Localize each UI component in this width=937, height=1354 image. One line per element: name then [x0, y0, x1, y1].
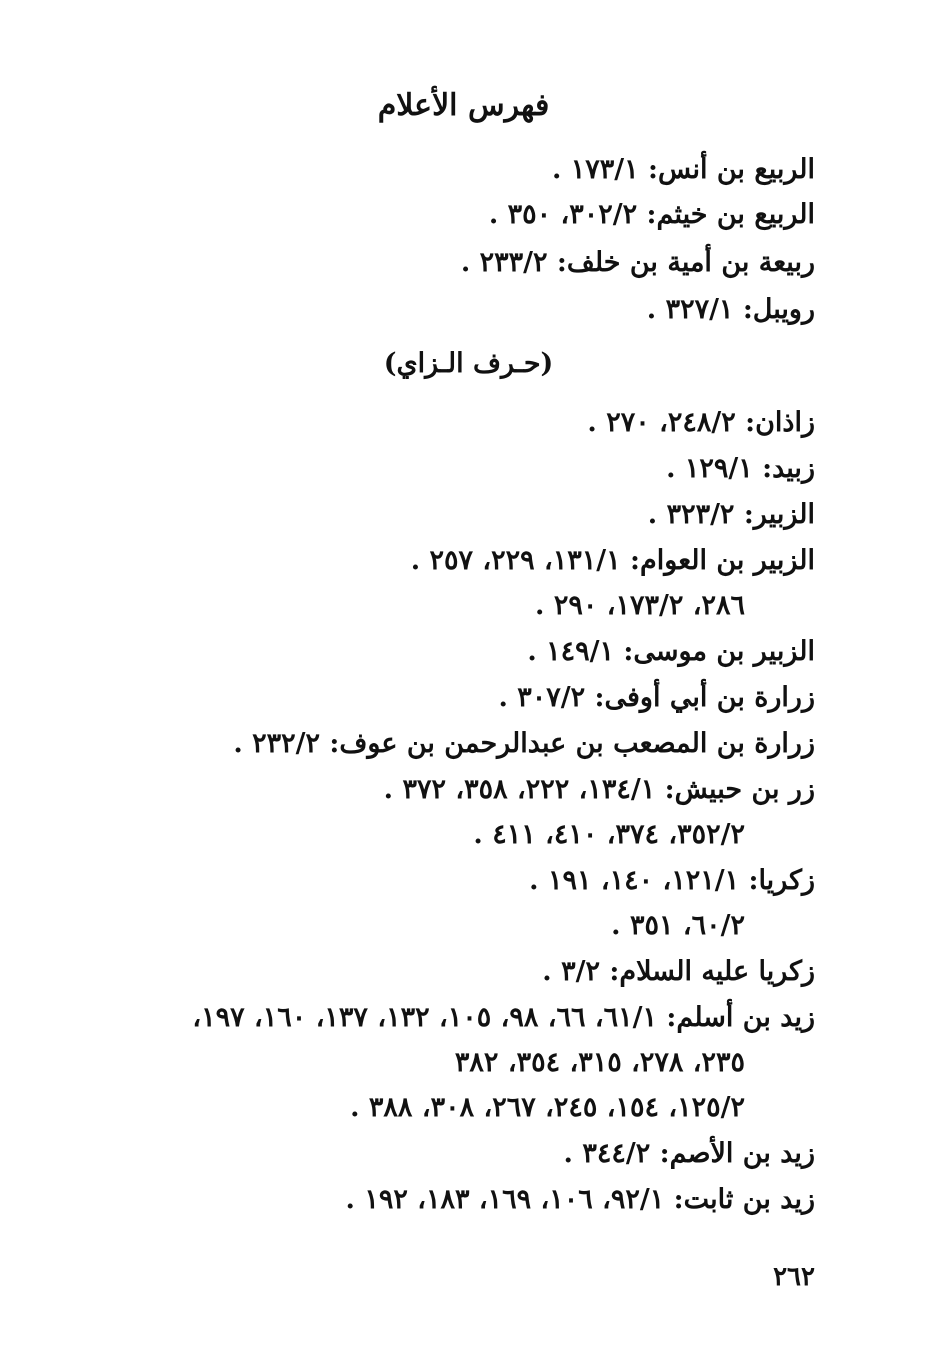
index-entry: زكريا: ١٢١/١، ١٤٠، ١٩١ .	[529, 865, 815, 896]
section-title: (حـرف الـزاي)	[383, 348, 554, 379]
index-entry-continuation: ٦٠/٢، ٣٥١ .	[611, 910, 745, 941]
index-entry: زيد بن ثابت: ٩٢/١، ١٠٦، ١٦٩، ١٨٣، ١٩٢ .	[345, 1184, 815, 1215]
index-entry: زرارة بن المصعب بن عبدالرحمن بن عوف: ٢٣٢/٢ .	[233, 728, 815, 759]
index-entry: الزبير بن العوام: ١٣١/١، ٢٢٩، ٢٥٧ .	[410, 545, 815, 576]
index-entry: زيد بن أسلم: ٦١/١، ٦٦، ٩٨، ١٠٥، ١٣٢، ١٣٧، ١٦٠، ١٩٧،	[192, 1002, 815, 1033]
index-entry-continuation: ٢٣٥، ٢٧٨، ٣١٥، ٣٥٤، ٣٨٢	[454, 1047, 745, 1078]
index-entry: زكريا عليه السلام: ٣/٢ .	[542, 956, 815, 987]
page-header: فهرس الأعلام	[377, 88, 550, 123]
index-entry: رويبل: ٣٢٧/١ .	[646, 294, 815, 325]
index-entry: الربيع بن أنس: ١٧٣/١ .	[551, 154, 815, 185]
index-entry: زاذان: ٢٤٨/٢، ٢٧٠ .	[587, 407, 815, 438]
index-entry: الزبير بن موسى: ١٤٩/١ .	[527, 636, 815, 667]
index-entry: زر بن حبيش: ١٣٤/١، ٢٢٢، ٣٥٨، ٣٧٢ .	[383, 774, 815, 805]
index-entry: الربيع بن خيثم: ٣٠٢/٢، ٣٥٠ .	[488, 199, 815, 230]
index-entry: ربيعة بن أمية بن خلف: ٢٣٣/٢ .	[460, 247, 815, 278]
page-number: ٢٦٢	[773, 1262, 815, 1292]
index-entry-continuation: ٣٥٢/٢، ٣٧٤، ٤١٠، ٤١١ .	[473, 819, 745, 850]
index-entry: زيد بن الأصم: ٣٤٤/٢ .	[563, 1138, 815, 1169]
index-entry: الزبير: ٣٢٣/٢ .	[647, 499, 815, 530]
index-entry-continuation: ٢٨٦، ١٧٣/٢، ٢٩٠ .	[535, 590, 745, 621]
index-entry: زبيد: ١٢٩/١ .	[666, 453, 815, 484]
index-entry-continuation: ١٢٥/٢، ١٥٤، ٢٤٥، ٢٦٧، ٣٠٨، ٣٨٨ .	[350, 1092, 745, 1123]
index-entry: زرارة بن أبي أوفى: ٣٠٧/٢ .	[498, 682, 815, 713]
